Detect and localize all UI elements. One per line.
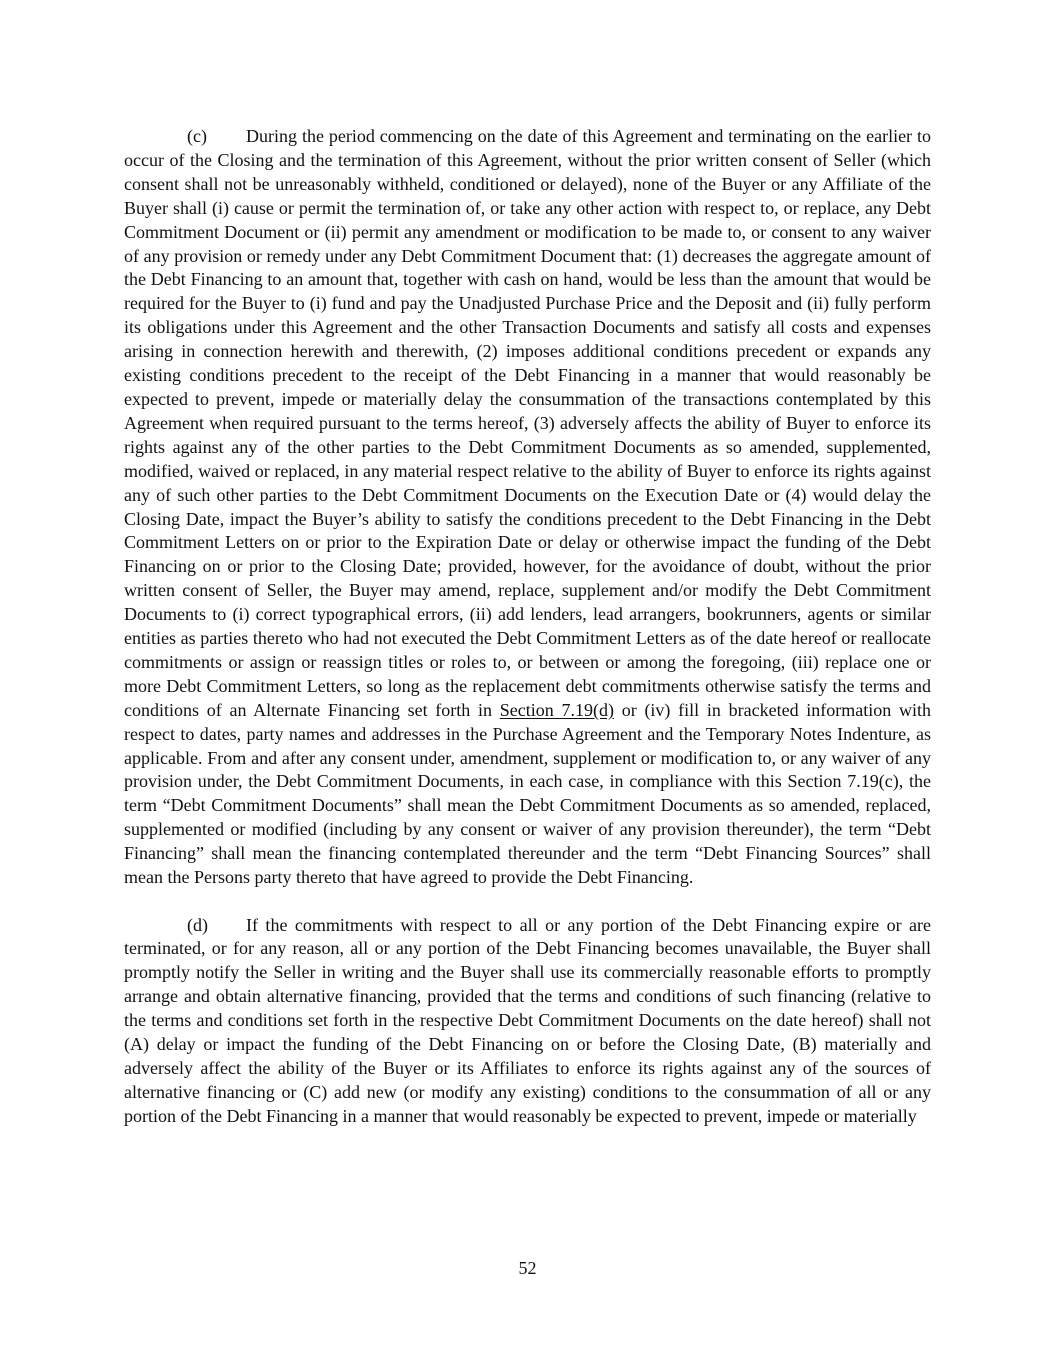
paragraph-c-text: During the period commencing on the date of this Agreement and terminating on the earlier to occur of the Closing and the termination of this Agreement, without the prior written consent of Seller (which consent shall not be unreasonably withheld, conditioned or delayed), none of the Buyer or any Affiliate of the Buyer shall (i) cause or permit the termination of, or take any other action with respect to, or replace, any Debt Commitment Document or (ii) permit any amendment or modification to be made to, or consent to any waiver of any provision or remedy under any Debt Commitment Document that: (1) decreases the aggregate amount of the Debt Financing to an amount that, together with cash on hand, would be less than the amount that would be required for the Buyer to (i) fund and pay the Unadjusted Purchase Price and the Deposit and (ii) fully perform its obligations under this Agreement and the other Transaction Documents and satisfy all costs and expenses arising in connection herewith and therewith, (2) imposes additional conditions precedent or expands any existing conditions precedent to the receipt of the Debt Financing in a manner that would reasonably be expected to prevent, impede or materially delay the consummation of the transactions contemplated by this Agreement when required pursuant to the terms hereof, (3) adversely affects the ability of Buyer to enforce its rights against any of the other parties to the Debt Commitment Documents as so amended, supplemented, modified, waived or replaced, in any material respect relative to the ability of Buyer to enforce its rights against any of such other parties to the Debt Commitment Documents on the Execution Date or (4) would delay the Closing Date, impact the Buyer’s ability to satisfy the conditions precedent to the Debt Financing in the Debt Commitment Letters on or prior to the Expiration Date or delay or otherwise impact the funding of the Debt Financing on or prior to the Closing Date; provided, however, for the avoidance of doubt, without the prior written consent of Seller, the Buyer may amend, replace, supplement and/or modify the Debt Commitment Documents to (i) correct typographical errors, (ii) add lenders, lead arrangers, bookrunners, agents or similar entities as parties thereto who had not executed the Debt Commitment Letters as of the date hereof or reallocate commitments or assign or reassign titles or roles to, or between or among the foregoing, (iii) replace one or more Debt Commitment Letters, so long as the replacement debt commitments otherwise satisfy the terms and conditions of an Alternate Financing set forth in bbox=[124, 126, 931, 720]
page-number: 52 bbox=[518, 1258, 537, 1278]
document-body bbox=[124, 125, 931, 1129]
paragraph-d-text: If the commitments with respect to all or any portion of the Debt Financing expire or are terminated, or for any reason, all or any portion of the Debt Financing becomes unavailable, the Buyer shall promptly notify the Seller in writing and the Buyer shall use its commercially reasonable efforts to promptly arrange and obtain alternative financing, provided that the terms and conditions of such financing (relative to the terms and conditions set forth in the respective Debt Commitment Documents on the date hereof) shall not (A) delay or impact the funding of the Debt Financing on or before the Closing Date, (B) materially and adversely affect the ability of the Buyer or its Affiliates to enforce its rights against any of the sources of alternative financing or (C) add new (or modify any existing) conditions to the consummation of all or any portion of the Debt Financing in a manner that would reasonably be expected to prevent, impede or materially bbox=[124, 914, 931, 1126]
paragraph-c-label: (c) bbox=[187, 126, 207, 146]
paragraph-c bbox=[124, 125, 931, 890]
paragraph-d bbox=[124, 914, 931, 1129]
paragraph-d-label: (d) bbox=[187, 914, 208, 935]
section-reference-link[interactable]: Section 7.19(d) bbox=[499, 699, 614, 720]
paragraph-c-text-continued: or (iv) fill in bracketed information with respect to dates, party names and addresses in the Purchase Agreement and the Temporary Notes Indenture, as applicable. From and after any consent under, amendment, supplement or modification to, or any waiver of any provision under, the Debt Commitment Documents, in each case, in compliance with this Section 7.19(c), the term “Debt Commitment Documents” shall mean the Debt Commitment Documents as so amended, replaced, supplemented or modified (including by any consent or waiver of any provision thereunder), the term “Debt Financing” shall mean the financing contemplated thereunder and the term “Debt Financing Sources” shall mean the Persons party thereto that have agreed to provide the Debt Financing. bbox=[124, 699, 932, 888]
